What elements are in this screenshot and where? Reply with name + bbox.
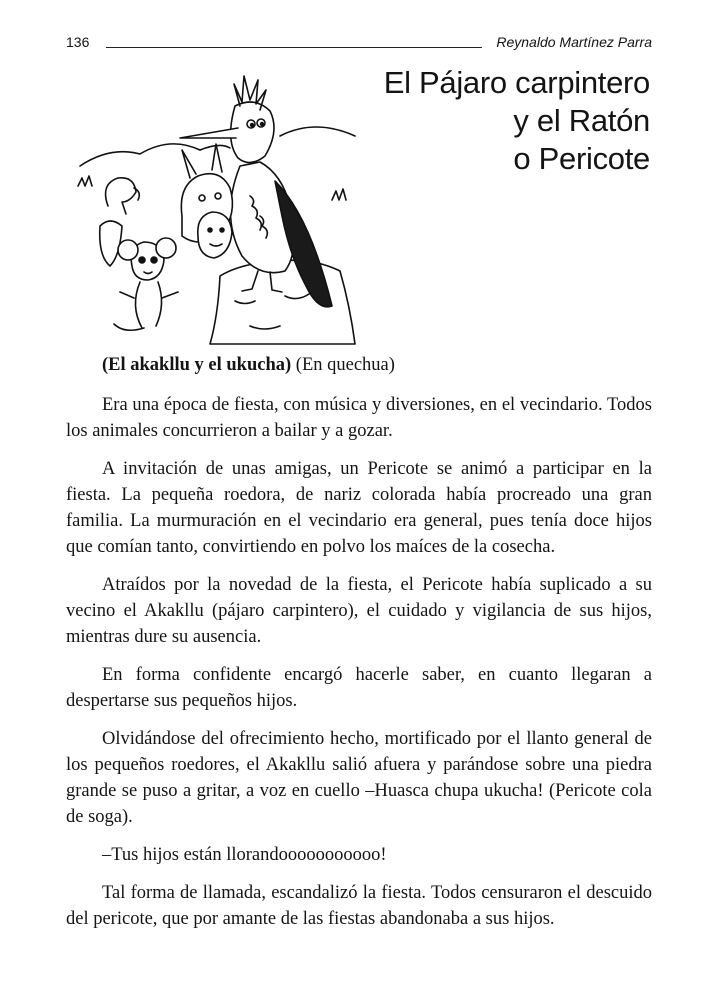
- paragraph: –Tus hijos están llorandooooooooooo!: [102, 845, 387, 865]
- paragraph: Era una época de fiesta, con música y diversiones, en el vecindario. Todos los animales concurrieron a bailar y a gozar.: [66, 395, 652, 441]
- running-author: Reynaldo Martínez Parra: [496, 34, 652, 50]
- story-title: [350, 64, 650, 178]
- page-number: 136: [66, 34, 90, 50]
- story-text: [66, 352, 652, 944]
- story-title-line-3: o Pericote: [513, 141, 650, 176]
- story-subtitle: [102, 352, 652, 378]
- story-title-line-1: El Pájaro carpintero: [383, 65, 650, 100]
- paragraph: A invitación de unas amigas, un Pericote se animó a participar en la fiesta. La pequeña roedora, de nariz colorada había procreado una gran familia. La murmuración en el vecindario era general, pues tenía doce hijos que comían tanto, convirtiendo en polvo los maíces de la cosecha.: [66, 459, 652, 557]
- story-title-line-2: y el Ratón: [513, 103, 650, 138]
- paragraph: Tal forma de llamada, escandalizó la fiesta. Todos censuraron el descuido del pericote, que por amante de las fiestas abandonaba a sus hijos.: [66, 883, 652, 929]
- woodpecker-and-mouse-illustration: [70, 66, 360, 346]
- language-note: (En quechua): [295, 355, 395, 375]
- running-header: [66, 30, 652, 54]
- paragraph: Olvidándose del ofrecimiento hecho, mortificado por el llanto general de los pequeños roedores, el Akakllu salió afuera y parándose sobre una piedra grande se puso a gritar, a voz en cuello –Huasca chupa ukucha! (Pericote cola de soga).: [66, 729, 652, 827]
- paragraph: Atraídos por la novedad de la fiesta, el Pericote había suplicado a su vecino el Akakllu (pájaro carpintero), el cuidado y vigilancia de sus hijos, mientras dure su ausencia.: [66, 575, 652, 647]
- header-rule: [106, 47, 482, 48]
- paragraph: En forma confidente encargó hacerle saber, en cuanto llegaran a despertarse sus pequeños hijos.: [66, 665, 652, 711]
- quechua-title: (El akakllu y el ukucha): [102, 355, 292, 375]
